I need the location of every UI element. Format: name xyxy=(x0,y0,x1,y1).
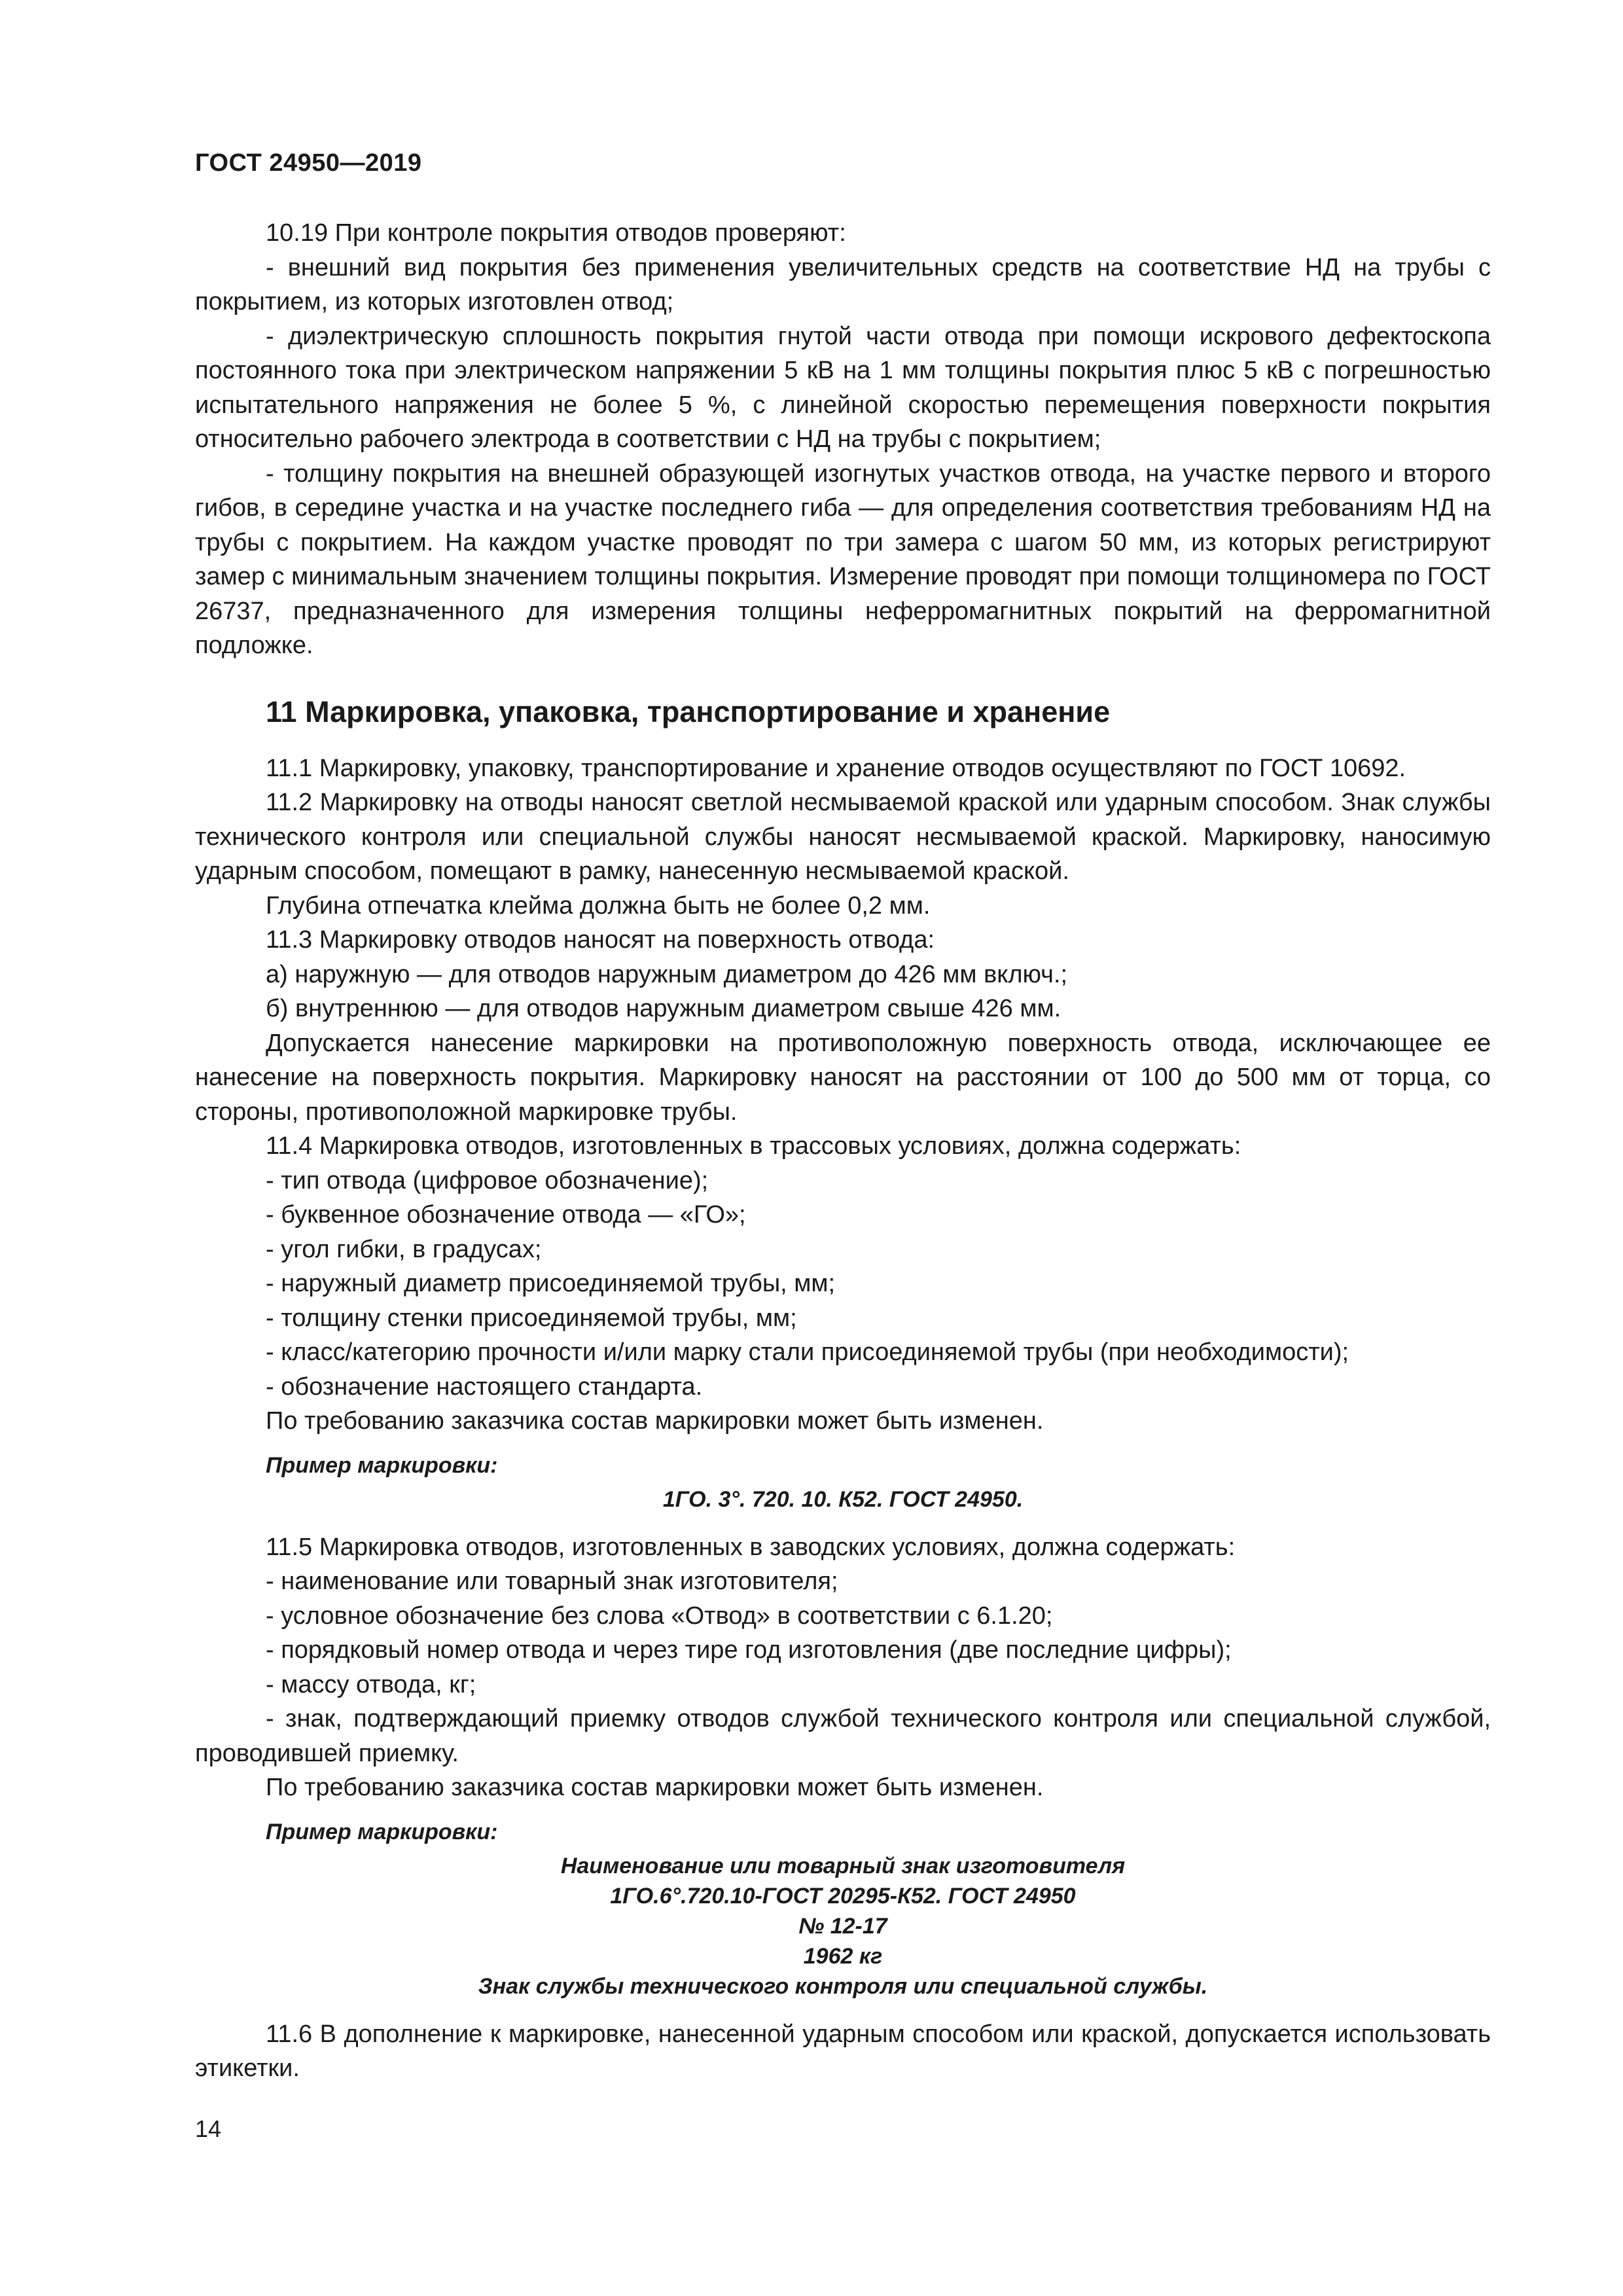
clause-11-4-note: По требованию заказчика состав маркировки может быть изменен. xyxy=(266,1407,1044,1435)
clause-11-5-item: - условное обозначение без слова «Отвод» в соответствии с 6.1.20; xyxy=(266,1602,1053,1630)
clause-11-2: 11.2 Маркировку на отводы наносят светлой несмываемой краской или ударным способом. Знак службы технического контроля или специальной службы наносят несмываемой краской. Маркировку, наносимую ударным способом, помещают в рамку, нанесенную несмываемой краской. xyxy=(195,789,1491,885)
example-line: Наименование или товарный знак изготовителя xyxy=(560,1853,1126,1878)
example-line: Знак службы технического контроля или специальной службы. xyxy=(478,1973,1208,1999)
clause-10-19-intro: 10.19 При контроле покрытия отводов проверяют: xyxy=(266,219,846,247)
clause-11-5-item: - знак, подтверждающий приемку отводов службой технического контроля или специальной службой, проводившей приемку. xyxy=(195,1705,1491,1767)
clause-11-2-depth: Глубина отпечатка клейма должна быть не более 0,2 мм. xyxy=(266,891,931,920)
clause-11-4-item: - толщину стенки присоединяемой трубы, мм; xyxy=(266,1304,797,1332)
clause-11-4-item: - обозначение настоящего стандарта. xyxy=(266,1372,703,1401)
section-11-title: 11 Маркировка, упаковка, транспортирование и хранение xyxy=(266,694,1111,728)
clause-11-5-item: - наименование или товарный знак изготовителя; xyxy=(266,1568,838,1595)
clause-11-4-item: - тип отвода (цифровое обозначение); xyxy=(266,1166,709,1194)
clause-11-4-item: - наружный диаметр присоединяемой трубы, мм; xyxy=(266,1270,836,1297)
clause-11-4-item: - класс/категорию прочности и/или марку стали присоединяемой трубы (при необходимости); xyxy=(266,1338,1349,1366)
example-line: 1ГО.6°.720.10-ГОСТ 20295-К52. ГОСТ 24950 xyxy=(610,1883,1076,1909)
clause-10-19-item: - толщину покрытия на внешней образующей изогнутых участков отвода, на участке первого и второго гибов, в середине участка и на участке последнего гиба — для определения соответствия требованиям НД на трубы с покрытием. На каждом участке проводят по три замера с шагом 50 мм, из которых регистрируют замер с минимальным значением толщины покрытия. Измерение проводят при помощи толщиномера по ГОСТ 26737, предназначенного для измерения толщины неферромагнитных покрытий на ферромагнитной подложке. xyxy=(195,459,1491,659)
clause-11-6: 11.6 В дополнение к маркировке, нанесенной ударным способом или краской, допускается использовать этикетки. xyxy=(195,2020,1491,2082)
clause-11-3-note: Допускается нанесение маркировки на противоположную поверхность отвода, исключающее ее нанесение на поверхность покрытия. Маркировку наносят на расстоянии от 100 до 500 мм от торца, со стороны, противоположной маркировке трубы. xyxy=(195,1029,1491,1126)
clause-11-4: 11.4 Маркировка отводов, изготовленных в трассовых условиях, должна содержать: xyxy=(266,1132,1241,1160)
example-line: № 12-17 xyxy=(798,1913,887,1939)
document-body xyxy=(195,216,1491,2086)
clause-11-3: 11.3 Маркировку отводов наносят на поверхность отвода: xyxy=(266,926,935,954)
clause-11-5-item: - массу отвода, кг; xyxy=(266,1670,476,1698)
clause-11-3-a: а) наружную — для отводов наружным диаметром до 426 мм включ.; xyxy=(266,960,1068,988)
example-line: 1962 кг xyxy=(803,1943,883,1969)
clause-11-3-b: б) внутреннюю — для отводов наружным диаметром свыше 426 мм. xyxy=(266,995,1061,1022)
clause-11-5-note: По требованию заказчика состав маркировки может быть изменен. xyxy=(266,1774,1044,1801)
clause-10-19-item: - диэлектрическую сплошность покрытия гнутой части отвода при помощи искрового дефектоскопа постоянного тока при электрическом напряжении 5 кВ на 1 мм толщины покрытия плюс 5 кВ с погрешностью испытательного напряжения не более 5 %, с линейной скоростью перемещения поверхности покрытия относительно рабочего электрода в соответствии с НД на трубы с покрытием; xyxy=(195,322,1491,453)
example-label: Пример маркировки: xyxy=(266,1819,498,1844)
clause-11-4-item: - буквенное обозначение отвода — «ГО»; xyxy=(266,1201,746,1229)
spacer xyxy=(195,2001,1491,2017)
clause-11-1: 11.1 Маркировку, упаковку, транспортирование и хранение отводов осуществляют по ГОСТ 10692. xyxy=(266,754,1406,782)
clause-11-4-item: - угол гибки, в градусах; xyxy=(266,1235,542,1263)
example-label: Пример маркировки: xyxy=(266,1452,498,1478)
clause-10-19-item: - внешний вид покрытия без применения увеличительных средств на соответствие НД на трубы с покрытием, из которых изготовлен отвод; xyxy=(195,253,1491,315)
page-number: 14 xyxy=(195,2115,222,2142)
example-marking: 1ГО. 3°. 720. 10. К52. ГОСТ 24950. xyxy=(662,1486,1024,1512)
spacer xyxy=(195,1515,1491,1530)
document-header: ГОСТ 24950—2019 xyxy=(195,149,422,177)
clause-11-5: 11.5 Маркировка отводов, изготовленных в заводских условиях, должна содержать: xyxy=(266,1533,1236,1561)
clause-11-5-item: - порядковый номер отвода и через тире год изготовления (две последние цифры); xyxy=(266,1636,1232,1664)
